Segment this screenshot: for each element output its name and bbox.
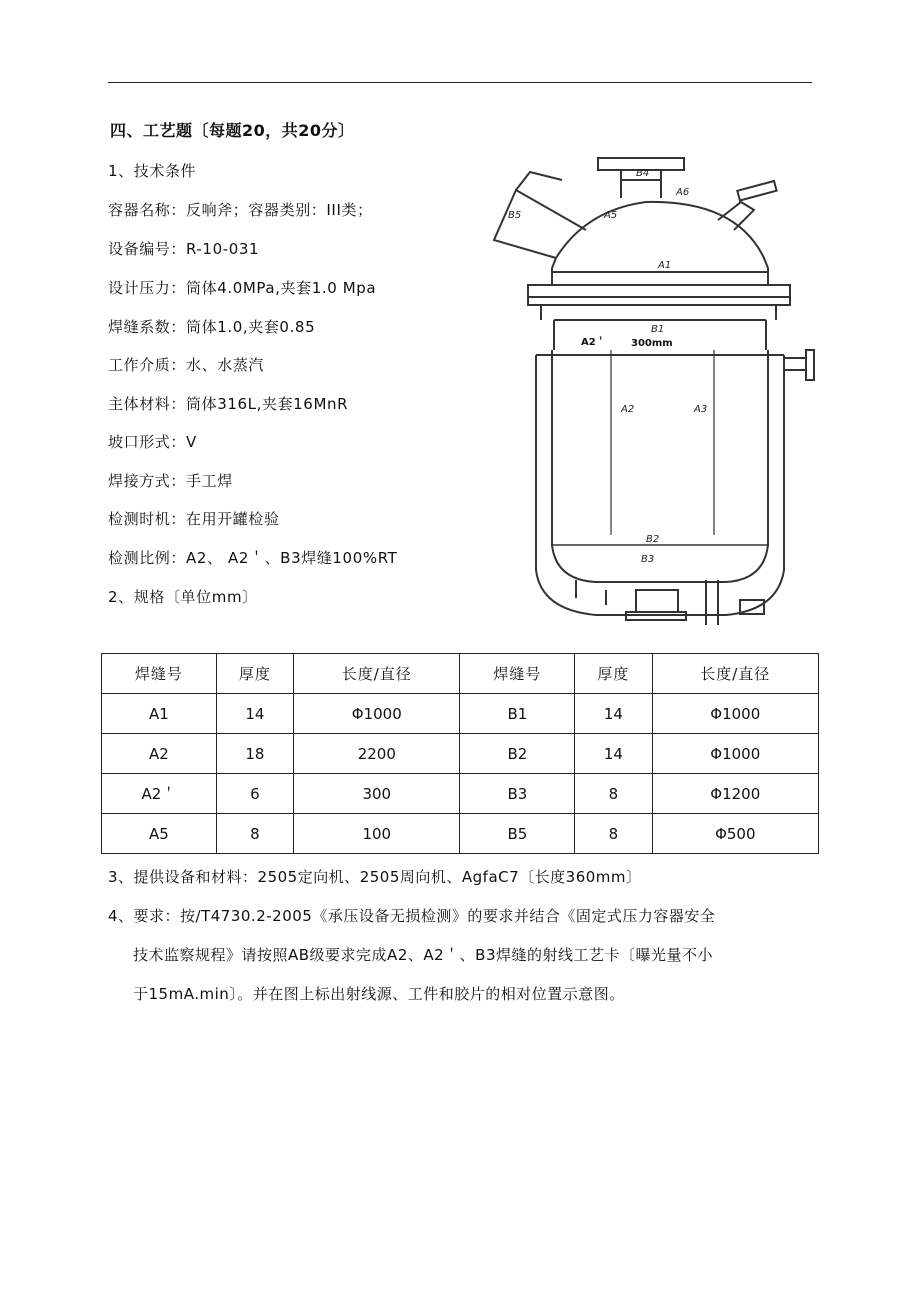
- label-b5: B5: [508, 210, 522, 221]
- table-cell: A2＇: [102, 774, 217, 814]
- weld-spec-table: [101, 653, 819, 854]
- label-b1: B1: [651, 324, 665, 335]
- table-cell: 14: [216, 694, 293, 734]
- condition-item: 容器名称：反响斧；容器类别：III类；: [108, 201, 373, 219]
- table-cell: 14: [575, 694, 652, 734]
- table-cell: Φ1000: [294, 694, 460, 734]
- table-row: [102, 814, 819, 854]
- condition-item: 坡口形式：V: [108, 433, 197, 451]
- label-a6: A6: [676, 187, 690, 198]
- table-cell: A5: [102, 814, 217, 854]
- header-rule: [108, 82, 812, 83]
- label-a1: A1: [658, 260, 672, 271]
- condition-item: 设计压力：筒体4.0MPa,夹套1.0 Mpa: [108, 279, 377, 297]
- label-a2: A2: [621, 404, 635, 415]
- header-cell: 厚度: [575, 654, 652, 694]
- table-cell: A2: [102, 734, 217, 774]
- table-cell: 18: [216, 734, 293, 774]
- section4-line: 于15mA.min〕。并在图上标出射线源、工件和胶片的相对位置示意图。: [133, 985, 625, 1003]
- table-cell: 8: [575, 774, 652, 814]
- label-dimension: 300mm: [631, 338, 673, 349]
- condition-item: 检测时机：在用开罐检验: [108, 510, 280, 528]
- header-cell: 长度/直径: [652, 654, 818, 694]
- table-header-row: [102, 654, 819, 694]
- table-row: [102, 734, 819, 774]
- table-cell: 2200: [294, 734, 460, 774]
- table-cell: 8: [216, 814, 293, 854]
- question-heading: 四、工艺题〔每题20，共20分〕: [110, 121, 355, 140]
- label-a3: A3: [694, 404, 708, 415]
- condition-item: 工作介质：水、水蒸汽: [108, 356, 265, 374]
- table-cell: 300: [294, 774, 460, 814]
- table-cell: 14: [575, 734, 652, 774]
- table-cell: Φ1000: [652, 734, 818, 774]
- header-cell: 厚度: [216, 654, 293, 694]
- table-cell: A1: [102, 694, 217, 734]
- section2-title: 2、规格〔单位mm〕: [108, 588, 258, 606]
- table-cell: 100: [294, 814, 460, 854]
- condition-item: 焊接方式：手工焊: [108, 472, 233, 490]
- table-cell: Φ1000: [652, 694, 818, 734]
- label-a2-prime: A2＇: [581, 337, 606, 348]
- table-cell: B1: [460, 694, 575, 734]
- header-cell: 长度/直径: [294, 654, 460, 694]
- reactor-vessel-diagram: [486, 150, 826, 630]
- table-cell: 8: [575, 814, 652, 854]
- condition-item: 设备编号：R-10-031: [108, 240, 260, 258]
- table-cell: Φ1200: [652, 774, 818, 814]
- section1-title: 1、技术条件: [108, 162, 197, 180]
- section4-line: 4、要求：按/T4730.2-2005《承压设备无损检测》的要求并结合《固定式压力容器安全: [108, 907, 716, 925]
- table-cell: 6: [216, 774, 293, 814]
- table-cell: B3: [460, 774, 575, 814]
- label-b2: B2: [646, 534, 660, 545]
- section3-text: 3、提供设备和材料：2505定向机、2505周向机、AgfaC7〔长度360mm〕: [108, 868, 642, 886]
- section4-line: 技术监察规程》请按照AB级要求完成A2、A2＇、B3焊缝的射线工艺卡〔曝光量不小: [133, 946, 713, 964]
- condition-item: 焊缝系数：筒体1.0,夹套0.85: [108, 318, 316, 336]
- condition-item: 检测比例：A2、 A2＇、B3焊缝100%RT: [108, 549, 398, 567]
- table-cell: B2: [460, 734, 575, 774]
- header-cell: 焊缝号: [460, 654, 575, 694]
- table-cell: B5: [460, 814, 575, 854]
- condition-item: 主体材料：筒体316L,夹套16MnR: [108, 395, 349, 413]
- header-cell: 焊缝号: [102, 654, 217, 694]
- table-row: [102, 694, 819, 734]
- label-b4: B4: [636, 168, 650, 179]
- label-b3: B3: [641, 554, 655, 565]
- table-row: [102, 774, 819, 814]
- table-cell: Φ500: [652, 814, 818, 854]
- label-a5: A5: [604, 210, 618, 221]
